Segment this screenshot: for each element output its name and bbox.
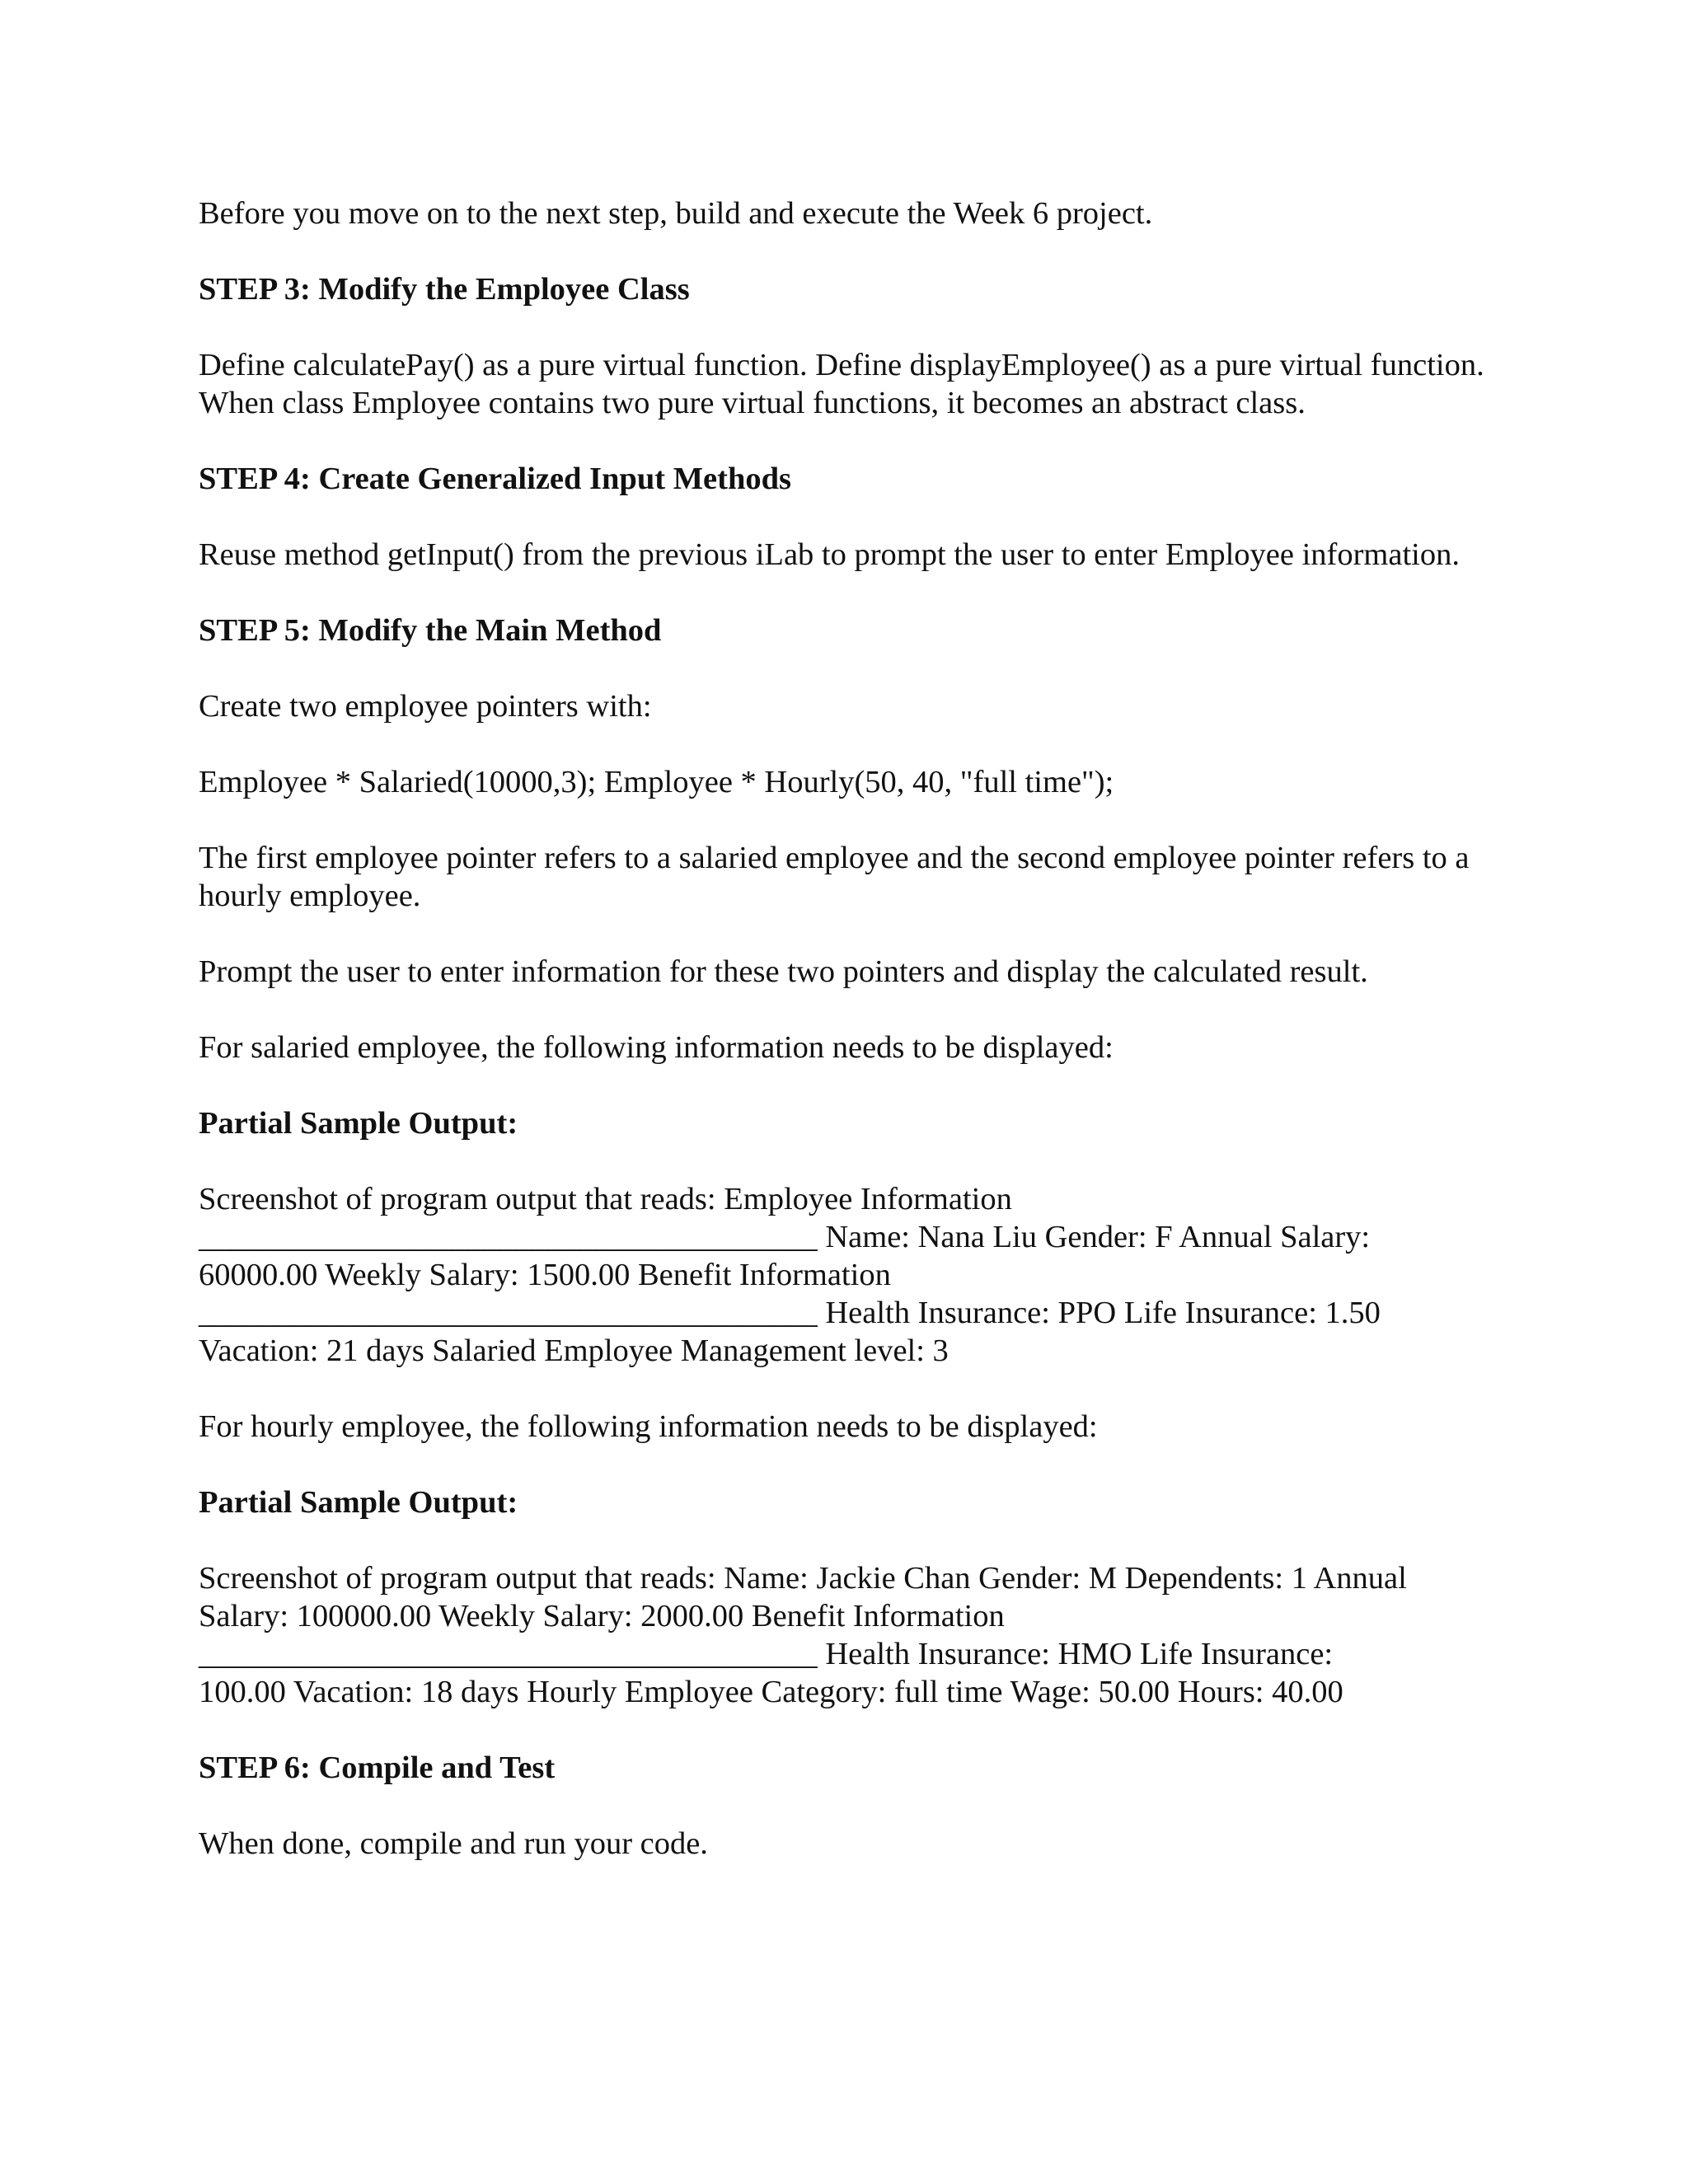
salaried-sample-output: [199, 1180, 1484, 1370]
salaried-intro: For salaried employee, the following information needs to be displayed:: [199, 1030, 1114, 1065]
sample-line: 60000.00 Weekly Salary: 1500.00 Benefit Information: [199, 1258, 891, 1292]
step4-body: Reuse method getInput() from the previous iLab to prompt the user to enter Employee information.: [199, 537, 1460, 572]
step5-paragraph-4: Prompt the user to enter information for these two pointers and display the calculated result.: [199, 954, 1368, 989]
sample-line: _______________________________________ Name: Nana Liu Gender: F Annual Salary:: [199, 1220, 1371, 1254]
sample-line: Screenshot of program output that reads: Name: Jackie Chan Gender: M Dependents: 1 Annual: [199, 1561, 1407, 1596]
sample-line: Vacation: 21 days Salaried Employee Management level: 3: [199, 1333, 949, 1368]
step3-body: Define calculatePay() as a pure virtual function. Define displayEmployee() as a pure virtual function. When class Employee contains two pure virtual functions, it becomes an abstract class.: [199, 348, 1484, 420]
step5-paragraph-3: The first employee pointer refers to a salaried employee and the second employee pointer refers to a hourly employee.: [199, 841, 1470, 913]
intro-paragraph: Before you move on to the next step, build and execute the Week 6 project.: [199, 196, 1153, 231]
document-page: [199, 194, 1484, 1900]
hourly-sample-output: [199, 1559, 1484, 1711]
step5-heading: STEP 5: Modify the Main Method: [199, 613, 662, 648]
sample-line: Screenshot of program output that reads: Employee Information: [199, 1182, 1012, 1216]
sample-line: _______________________________________ Health Insurance: PPO Life Insurance: 1.50: [199, 1296, 1381, 1330]
step5-code-line: Employee * Salaried(10000,3); Employee * Hourly(50, 40, "full time");: [199, 765, 1114, 799]
step3-heading: STEP 3: Modify the Employee Class: [199, 272, 690, 307]
hourly-intro: For hourly employee, the following information needs to be displayed:: [199, 1409, 1098, 1444]
step6-heading: STEP 6: Compile and Test: [199, 1750, 556, 1785]
sample-line: Salary: 100000.00 Weekly Salary: 2000.00 Benefit Information: [199, 1599, 1005, 1633]
step6-body: When done, compile and run your code.: [199, 1826, 708, 1861]
sample-line: 100.00 Vacation: 18 days Hourly Employee Category: full time Wage: 50.00 Hours: 40.00: [199, 1675, 1343, 1709]
salaried-sample-heading: Partial Sample Output:: [199, 1106, 518, 1141]
hourly-sample-heading: Partial Sample Output:: [199, 1485, 518, 1520]
step4-heading: STEP 4: Create Generalized Input Methods: [199, 462, 791, 496]
sample-line: _______________________________________ Health Insurance: HMO Life Insurance:: [199, 1637, 1334, 1671]
step5-paragraph-1: Create two employee pointers with:: [199, 689, 652, 724]
